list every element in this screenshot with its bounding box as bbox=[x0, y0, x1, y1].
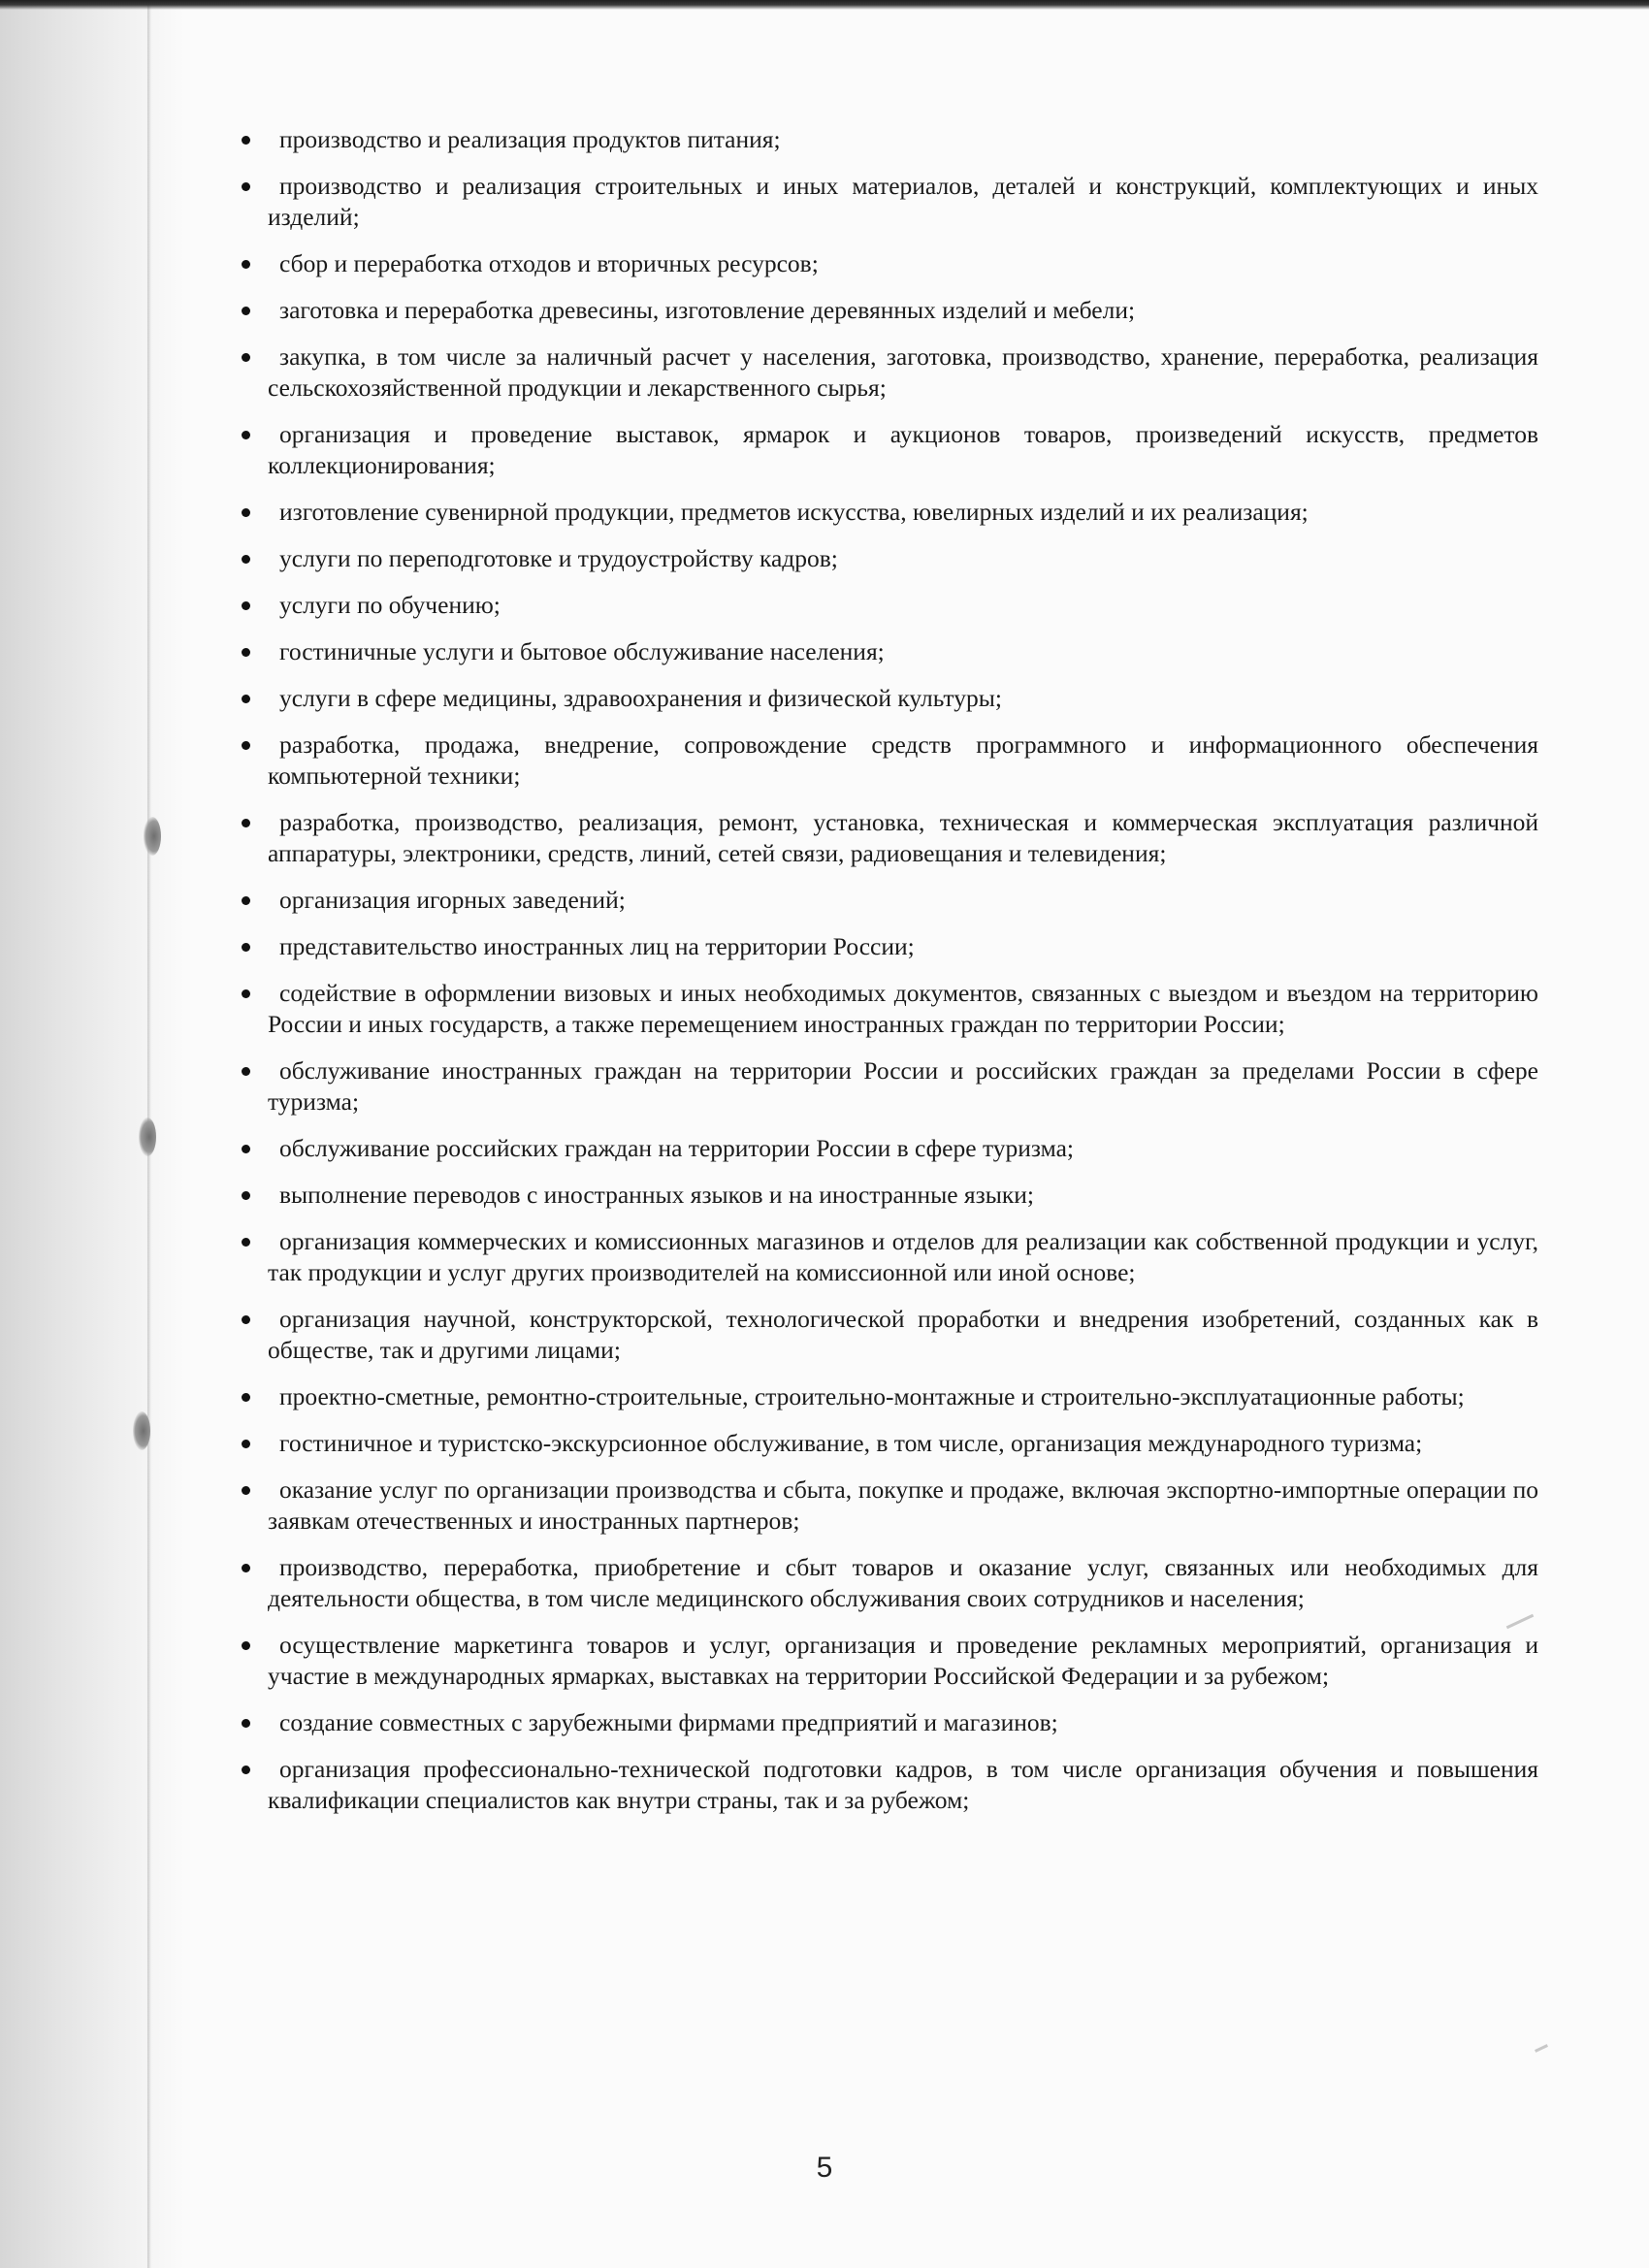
list-item: выполнение переводов с иностранных языков и на иностранные языки; bbox=[260, 1180, 1538, 1211]
list-item: организация профессионально-технической подготовки кадров, в том числе организация обучения и повышения квалификации специалистов как внутри страны, так и за рубежом; bbox=[260, 1754, 1538, 1816]
list-item: создание совместных с зарубежными фирмами предприятий и магазинов; bbox=[260, 1707, 1538, 1738]
page-number: 5 bbox=[816, 2152, 833, 2184]
activity-list bbox=[260, 124, 1538, 1831]
punch-hole bbox=[133, 1411, 150, 1450]
list-item: разработка, производство, реализация, ремонт, установка, техническая и коммерческая эксплуатация различной аппаратуры, электроники, средств, линий, сетей связи, радиовещания и телевидения; bbox=[260, 807, 1538, 869]
list-item: услуги по обучению; bbox=[260, 590, 1538, 621]
binding-shadow bbox=[0, 0, 184, 2268]
list-item: услуги в сфере медицины, здравоохранения и физической культуры; bbox=[260, 683, 1538, 714]
list-item: обслуживание иностранных граждан на территории России и российских граждан за пределами России в сфере туризма; bbox=[260, 1055, 1538, 1118]
punch-hole bbox=[139, 1118, 156, 1156]
list-item: организация игорных заведений; bbox=[260, 885, 1538, 916]
list-item: закупка, в том числе за наличный расчет у населения, заготовка, производство, хранение, переработка, реализация сельскохозяйственной продукции и лекарственного сырья; bbox=[260, 341, 1538, 404]
list-item: изготовление сувенирной продукции, предметов искусства, ювелирных изделий и их реализация; bbox=[260, 497, 1538, 528]
list-item: производство и реализация строительных и иных материалов, деталей и конструкций, комплектующих и иных изделий; bbox=[260, 171, 1538, 233]
list-item: организация коммерческих и комиссионных магазинов и отделов для реализации как собственной продукции и услуг, так продукции и услуг других производителей на комиссионной или иной основе; bbox=[260, 1226, 1538, 1288]
list-item: заготовка и переработка древесины, изготовление деревянных изделий и мебели; bbox=[260, 295, 1538, 326]
list-item: содействие в оформлении визовых и иных необходимых документов, связанных с выездом и въездом на территорию России и иных государств, а также перемещением иностранных граждан по территории России; bbox=[260, 978, 1538, 1040]
list-item: гостиничное и туристско-экскурсионное обслуживание, в том числе, организация международного туризма; bbox=[260, 1428, 1538, 1459]
list-item: проектно-сметные, ремонтно-строительные, строительно-монтажные и строительно-эксплуатационные работы; bbox=[260, 1381, 1538, 1412]
list-item: сбор и переработка отходов и вторичных ресурсов; bbox=[260, 248, 1538, 279]
punch-hole bbox=[144, 817, 161, 856]
list-item: гостиничные услуги и бытовое обслуживание населения; bbox=[260, 636, 1538, 667]
list-item: представительство иностранных лиц на территории России; bbox=[260, 931, 1538, 962]
list-item: услуги по переподготовке и трудоустройству кадров; bbox=[260, 543, 1538, 574]
scan-top-edge bbox=[0, 0, 1649, 10]
scan-speck bbox=[1535, 2044, 1548, 2053]
list-item: организация и проведение выставок, ярмарок и аукционов товаров, произведений искусств, предметов коллекционирования; bbox=[260, 419, 1538, 481]
list-item: разработка, продажа, внедрение, сопровождение средств программного и информационного обеспечения компьютерной техники; bbox=[260, 729, 1538, 792]
list-item: организация научной, конструкторской, технологической проработки и внедрения изобретений, созданных как в обществе, так и другими лицами; bbox=[260, 1304, 1538, 1366]
list-item: оказание услуг по организации производства и сбыта, покупке и продаже, включая экспортно-импортные операции по заявкам отечественных и иностранных партнеров; bbox=[260, 1474, 1538, 1537]
list-item: осуществление маркетинга товаров и услуг, организация и проведение рекламных мероприятий, организация и участие в международных ярмарках, выставках на территории Российской Федерации и за рубежом; bbox=[260, 1630, 1538, 1692]
list-item: производство, переработка, приобретение и сбыт товаров и оказание услуг, связанных или необходимых для деятельности общества, в том числе медицинского обслуживания своих сотрудников и населения; bbox=[260, 1552, 1538, 1614]
list-item: обслуживание российских граждан на территории России в сфере туризма; bbox=[260, 1133, 1538, 1164]
list-item: производство и реализация продуктов питания; bbox=[260, 124, 1538, 155]
